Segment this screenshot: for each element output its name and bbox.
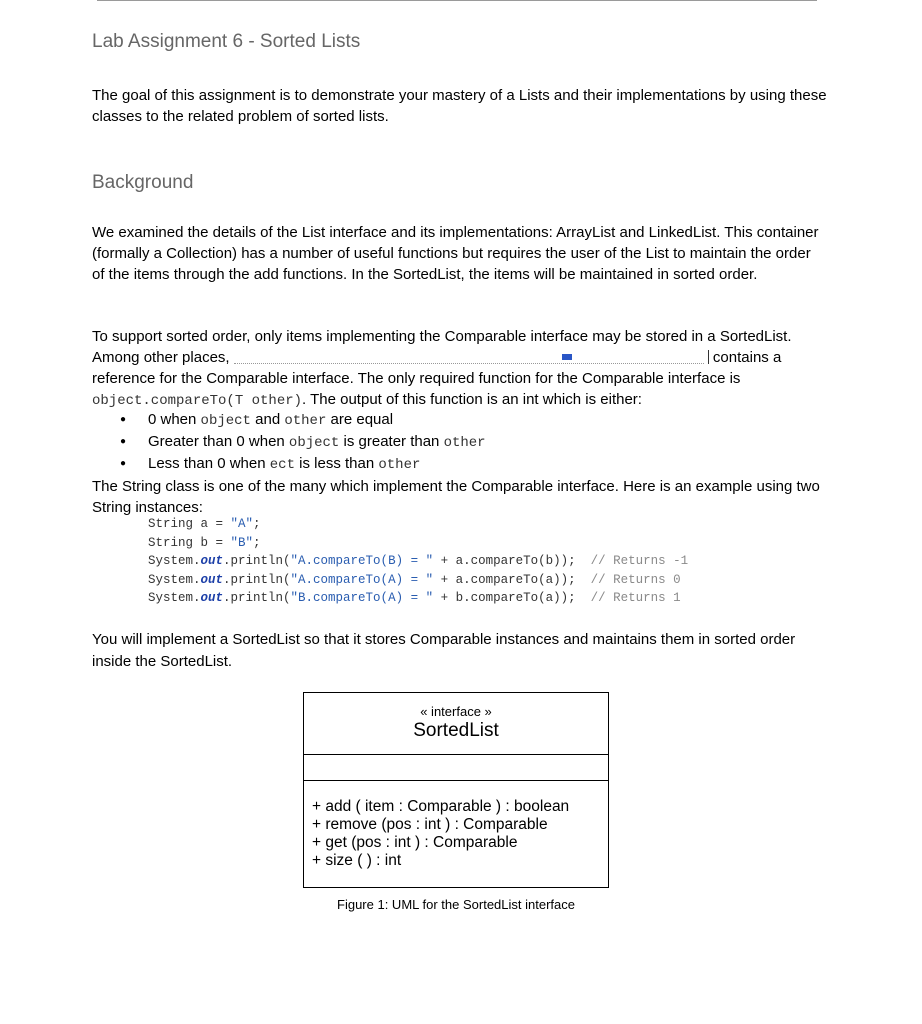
code-example: [148, 515, 688, 608]
code-line: System.out.println("A.compareTo(A) = " + a.compareTo(a)); // Returns 0: [148, 572, 681, 587]
uml-stereotype: « interface »: [420, 704, 492, 719]
compareto-signature: object.compareTo(T other): [92, 393, 303, 409]
code-line: String a = "A";: [148, 517, 261, 531]
intro-paragraph: The goal of this assignment is to demonstrate your mastery of a Lists and their implementations by using these classes to the related problem of sorted lists.: [92, 87, 827, 125]
uml-class-box: [303, 692, 609, 888]
compareto-results-list: [92, 409, 827, 475]
string-example-paragraph: The String class is one of the many which implement the Comparable interface. Here is an example using two String instances:: [92, 478, 820, 516]
background-paragraph-1: We examined the details of the List interface and its implementations: ArrayList and LinkedList. This container (formally a Collection) has a number of useful functions but requires the user of the List to maintain the order of the items through the add functions. In the SortedList, the items will be maintained in sorted order.: [92, 224, 819, 283]
uml-operations: [304, 781, 608, 870]
uml-operation: + add ( item : Comparable ) : boolean: [312, 798, 570, 815]
uml-operation: + size ( ) : int: [312, 852, 402, 869]
list-item: ● Less than 0 when ect is less than other: [92, 453, 827, 475]
list-item: ● 0 when object and other are equal: [92, 409, 827, 431]
code-line: String b = "B";: [148, 535, 261, 550]
page-title: Lab Assignment 6 - Sorted Lists: [92, 31, 361, 52]
obscured-link[interactable]: [234, 350, 709, 364]
code-line: System.out.println("B.compareTo(A) = " + b.compareTo(a)); // Returns 1: [148, 591, 681, 605]
background-paragraph-2: To support sorted order, only items implementing the Comparable interface may be stored in a SortedList. Among other places, contains a reference for the Comparable interface. The only required function for the Comparable interface is object.compareTo(T other). The output of this function is an int which is either:: [92, 328, 792, 409]
code-line: System.out.println("A.compareTo(B) = " + a.compareTo(b)); // Returns -1: [148, 554, 689, 568]
uml-class-name: SortedList: [413, 720, 499, 741]
uml-operation: + remove (pos : int ) : Comparable: [312, 816, 548, 833]
uml-header: [304, 693, 608, 755]
figure-caption: Figure 1: UML for the SortedList interface: [337, 897, 575, 912]
top-rule: [97, 0, 817, 1]
uml-operation: + get (pos : int ) : Comparable: [312, 834, 518, 851]
list-item: ● Greater than 0 when object is greater than other: [92, 431, 827, 453]
implementation-paragraph: You will implement a SortedList so that it stores Comparable instances and maintains them in sorted order inside the SortedList.: [92, 631, 796, 670]
background-heading: Background: [92, 172, 194, 193]
uml-attributes: [304, 755, 608, 781]
